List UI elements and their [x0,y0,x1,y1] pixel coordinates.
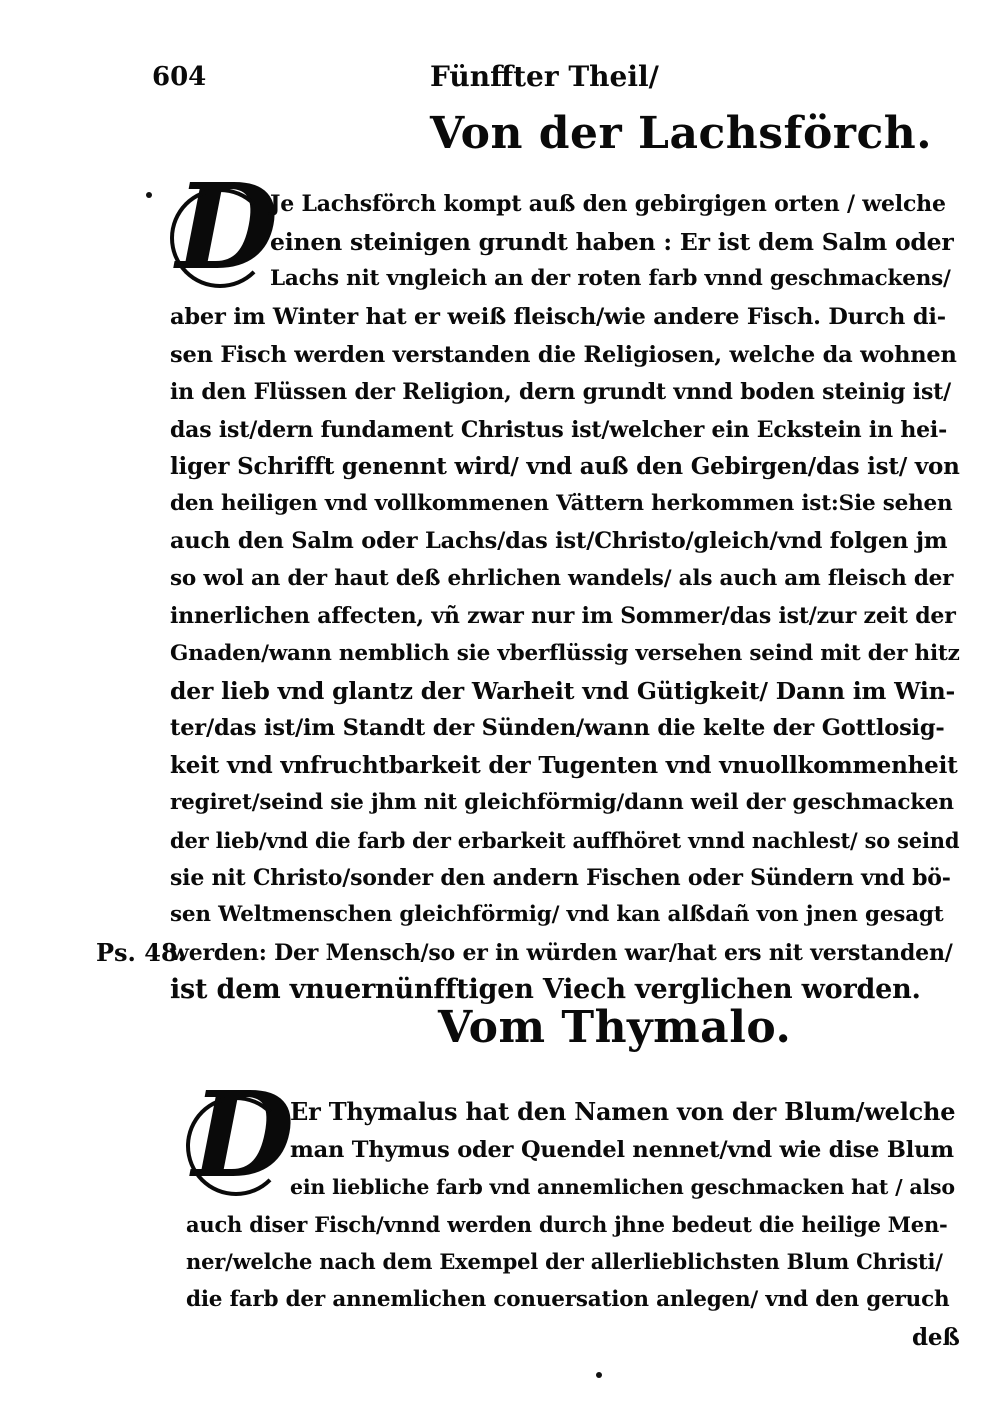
text-line: den heiligen vnd vollkommenen Vättern herkommen ist:Sie sehen [170,491,953,516]
text-line: auch den Salm oder Lachs/das ist/Christo/gleich/vnd folgen jm [170,528,948,554]
running-head: Fünffter Theil/ [430,60,659,93]
text-line: in den Flüssen der Religion, dern grundt vnnd boden steinig ist/ [170,379,951,405]
text-line: ist dem vnuernünfftigen Viech verglichen worden. [170,974,921,1005]
text-line: ter/das ist/im Standt der Sünden/wann die kelte der Gottlosig- [170,715,945,741]
text-line: man Thymus oder Quendel nennet/vnd wie dise Blum [290,1137,954,1163]
catchword: deß [912,1324,960,1351]
text-line: der lieb/vnd die farb der erbarkeit auffhöret vnnd nachlest/ so seind [170,828,960,853]
text-line: sen Fisch werden verstanden die Religiosen, welche da wohnen [170,342,957,368]
text-line: Je Lachsförch kompt auß den gebirgigen orten / welche [270,191,946,217]
text-line: der lieb vnd glantz der Warheit vnd Gütigkeit/ Dann im Win- [170,677,956,705]
ink-speck [596,1372,602,1378]
text-line: Gnaden/wann nemblich sie vberflüssig versehen seind mit der hitz [170,641,960,666]
text-line: die farb der annemlichen conuersation anlegen/ vnd den geruch [186,1287,950,1312]
text-line: werden: Der Mensch/so er in würden war/hat ers nit verstanden/ [170,940,953,966]
text-line: regiret/seind sie jhm nit gleichförmig/dann weil der geschmacken [170,790,954,815]
page-number: 604 [152,62,207,92]
ink-speck [146,192,152,198]
text-line: sen Weltmenschen gleichförmig/ vnd kan alßdañ von jnen gesagt [170,902,944,927]
text-line: Er Thymalus hat den Namen von der Blum/welche [290,1097,956,1126]
drop-cap-initial: D [192,1065,295,1204]
margin-note: Ps. 48. [96,938,187,967]
text-line: ein liebliche farb vnd annemlichen geschmacken hat / also [290,1175,955,1199]
text-line: Lachs nit vngleich an der roten farb vnnd geschmackens/ [270,266,951,291]
text-line: ner/welche nach dem Exempel der allerlieblichsten Blum Christi/ [186,1249,943,1274]
text-line: auch diser Fisch/vnnd werden durch jhne bedeut die heilige Men- [186,1212,948,1237]
section-title-thymalo: Vom Thymalo. [438,1002,792,1053]
text-line: liger Schrifft genennt wird/ vnd auß den Gebirgen/das ist/ von [170,453,960,480]
text-line: einen steinigen grundt haben : Er ist dem Salm oder [270,228,954,256]
section-title-lachsforch: Von der Lachsförch. [430,108,933,159]
text-line: so wol an der haut deß ehrlichen wandels/ als auch am fleisch der [170,566,954,591]
text-line: innerlichen affecten, vñ zwar nur im Sommer/das ist/zur zeit der [170,603,956,629]
text-line: keit vnd vnfruchtbarkeit der Tugenten vnd vnuollkommenheit [170,752,958,779]
drop-cap-initial: D [176,157,279,296]
text-line: das ist/dern fundament Christus ist/welcher ein Eckstein in hei- [170,417,948,443]
text-line: sie nit Christo/sonder den andern Fischen oder Sündern vnd bö- [170,865,951,891]
text-line: aber im Winter hat er weiß fleisch/wie andere Fisch. Durch di- [170,304,946,330]
